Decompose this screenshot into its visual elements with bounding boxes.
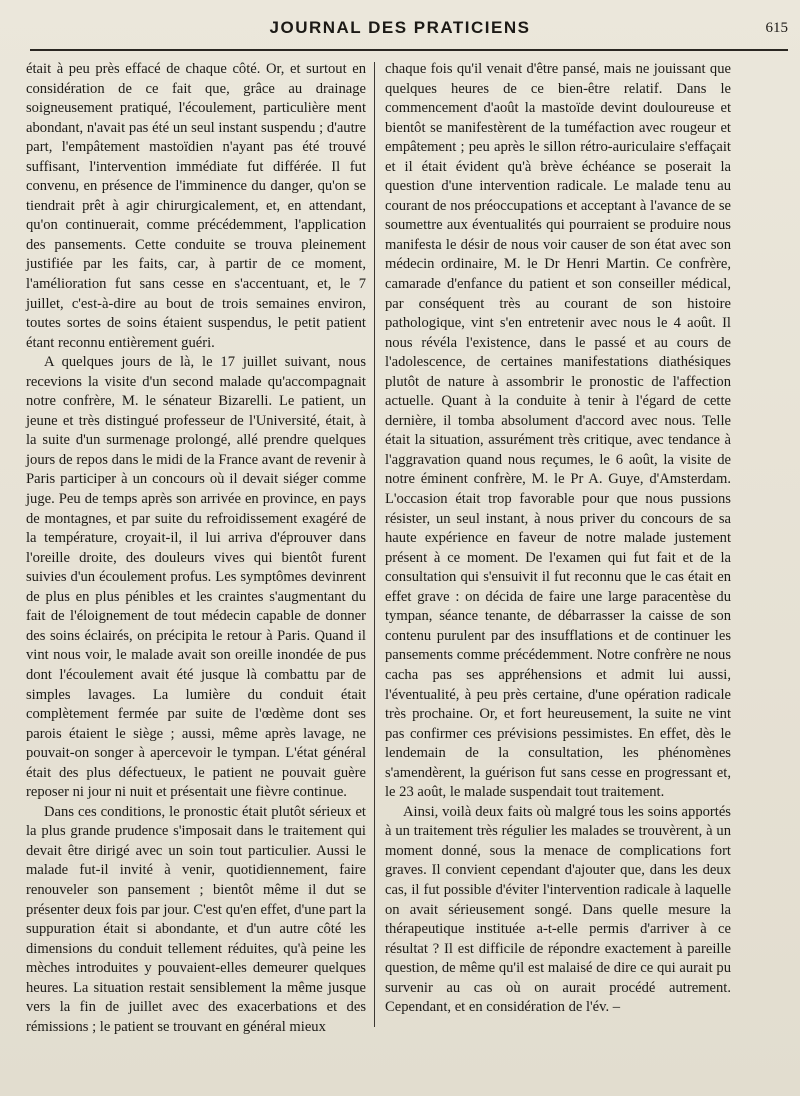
paragraph: chaque fois qu'il venait d'être pansé, mais ne jouissant que quelques heures de ce bien-être relatif. Dans le commencement d'août la mastoïde devint douloureuse et bientôt se manifestèrent de la tuméfaction avec rougeur et empâtement ; peu après le sillon rétro-auriculaire s'effaçait et il était évident qu'à brève échéance se poserait la question d'une intervention radicale. Le malade tenu au courant de nos préoccupations et acceptant à l'avance de se soumettre aux éventualités qui pourraient se produire nous manifesta le désir de nous voir causer de son état avec son médecin ordinaire, M. le Dr Henri Martin. Ce confrère, camarade d'enfance du patient et son conseiller médical, par conséquent très au courant de son histoire pathologique, vint s'en entretenir avec nous le 4 août. Il nous révéla l'existence, dans le passé et au cours de l'adolescence, de certaines manifestations diathésiques plutôt de nature à assombrir le pronostic de l'affection actuelle. Quant à la conduite à tenir à l'égard de cette dernière, il tomba absolument d'accord avec nous. Telle était la situation, assurément très critique, avec tendance à l'aggravation quand nous reçumes, le 6 août, la visite de notre éminent confrère, M. le Pr A. Guye, d'Amsterdam. L'occasion était trop favorable pour que nous pussions résister, un seul instant, à nous priver du concours de sa haute expérience en faveur de notre malade justement présent à ce moment. De l'examen qui fut fait et de la consultation qui s'ensuivit il fut reconnu que le cas était en effet grave : on décida de faire une large paracentèse du tympan, séance tenante, de débarrasser la caisse de son contenu purulent par des insufflations et de continuer les pansements comme précédemment. Notre confrère ne nous cacha pas ses appréhensions et admit lui aussi, l'éventualité, à peu près certaine, d'une opération radicale très prochaine. Or, et fort heureusement, la suite ne vint pas confirmer ces prévisions pessimistes. En effet, dès le lendemain de la consultation, les phénomènes s'amendèrent, la guérison fut sans cesse en progressant et, le 23 août, le malade suspendait tout traitement. xyxy=(385,61,731,801)
page-header xyxy=(0,18,800,44)
paragraph: était à peu près effacé de chaque côté. Or, et surtout en considération de ce fait que, grâce au drainage soigneusement pratiqué, l'écoulement, particulière ment abondant, n'avait pas été un seul instant suspendu ; d'autre part, l'empâtement mastoïdien n'ayant pas été trouvé suffisant, l'intervention immédiate fut différée. Il fut convenu, en présence de l'imminence du danger, qu'on se tiendrait prêt à agir chirurgicalement, et, en attendant, qu'on continuerait, comme précédemment, l'application des pansements. Cette conduite se trouva pleinement justifiée par les faits, car, à partir de ce moment, l'amélioration fut sans cesse en s'accentuant, et, le 7 juillet, c'est-à-dire au bout de trois semaines environ, toutes sortes de soins étaient suspendus, le petit patient étant reconnu entièrement guéri. xyxy=(26,61,366,351)
paragraph: Ainsi, voilà deux faits où malgré tous les soins apportés à un traitement très régulier les malades se trouvèrent, à un moment donné, sous la menace de complications fort graves. Il convient cependant d'ajouter que, dans les deux cas, il fut possible d'éviter l'intervention radicale à laquelle on avait sérieusement songé. Dans quelle mesure la thérapeutique instituée a-t-elle permis d'arriver à ce résultat ? Il est difficile de répondre exactement à pareille question, de même qu'il est malaisé de dire ce qui aurait pu survenir au cas où on aurait procédé autrement. Cependant, et en considération de l'év. – xyxy=(385,803,731,1016)
paragraph: A quelques jours de là, le 17 juillet suivant, nous recevions la visite d'un second malade qu'accompagnait notre confrère, M. le sénateur Bizarelli. Le patient, un jeune et très distingué professeur de l'Université, était, à la suite d'un surmenage prolongé, allé prendre quelques jours de repos dans le midi de la France avant de revenir à Paris participer à un concours où il devait siéger comme juge. Peu de temps après son arrivée en province, en pays de montagnes, et par suite du refroidissement exagéré de la température, croyait-il, il lui arriva d'éprouver dans l'oreille droite, des douleurs vives qui bientôt furent suivies d'un écoulement profus. Les symptômes devinrent de plus en plus pénibles et les craintes s'augmentant du fait de l'éloignement de tout médecin capable de donner des soins éclairés, on précipita le retour à Paris. Quand il vint nous voir, le malade avait son oreille inondée de pus dont l'écoulement avait été jusque là combattu par de simples lavages. La lumière du conduit était complètement fermée par suite de l'œdème dont ses parois étaient le siège ; aussi, même après lavage, ne pouvait-on songer à apercevoir le tympan. L'état général était des plus défectueux, le patient ne pouvait guère reposer ni jour ni nuit et présentait une fièvre continue. xyxy=(26,354,366,801)
right-column xyxy=(385,60,731,1018)
left-column xyxy=(26,60,366,1037)
running-title: JOURNAL DES PRATICIENS xyxy=(269,18,531,37)
column-divider xyxy=(374,62,375,1027)
paragraph: Dans ces conditions, le pronostic était plutôt sérieux et la plus grande prudence s'imposait dans le traitement qui devait être dirigé avec un soin tout particulier. Aussi le malade fut-il invité à venir, quotidiennement, faire renouveler son pansement ; bientôt même il dut se présenter deux fois par jour. C'est qu'en effet, d'une part la suppuration était si abondante, et d'un autre côté les dimensions du conduit tellement réduites, qu'à peine les mèches introduites y pouvaient-elles demeurer quelques heures. La situation restait sensiblement la même jusque vers la fin de juillet avec des exacerbations et des rémissions ; le patient se trouvant en général mieux xyxy=(26,803,366,1035)
page-number: 615 xyxy=(765,20,788,36)
header-rule xyxy=(30,49,788,51)
